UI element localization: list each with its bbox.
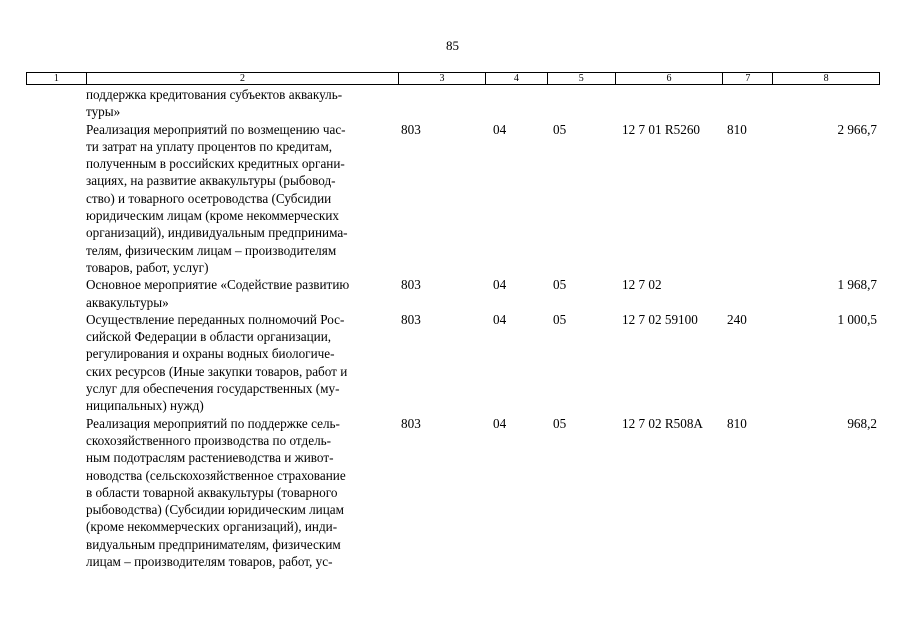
description-line: туры» <box>86 104 121 120</box>
description-line: скохозяйственного производства по отдель- <box>86 432 332 448</box>
description-line: ских ресурсов (Иные закупки товаров, работ и <box>86 363 348 379</box>
cell-description <box>86 415 399 571</box>
cell-col1 <box>26 86 86 121</box>
description-line: организаций), индивидуальным предпринима- <box>86 225 348 241</box>
cell-subsection-code: 05 <box>553 415 567 431</box>
table-row <box>26 311 880 415</box>
description-line: товаров, работ, услуг) <box>86 259 209 275</box>
description-line: юридическим лицам (кроме некоммерческих <box>86 208 339 224</box>
description-line: Осуществление переданных полномочий Рос- <box>86 311 345 327</box>
column-header-6: 6 <box>616 73 724 84</box>
cell-ministry-code <box>399 86 486 121</box>
table-row <box>26 415 880 571</box>
description-line: лицам – производителям товаров, работ, ус- <box>86 554 333 570</box>
cell-section-code: 04 <box>493 121 507 137</box>
table-row <box>26 121 880 277</box>
cell-amount: 1 000,5 <box>837 311 877 327</box>
cell-ministry-code: 803 <box>401 121 421 137</box>
cell-ministry-code: 803 <box>401 311 421 327</box>
description-line: видуальным предпринимателям, физическим <box>86 536 341 552</box>
table-body <box>26 86 880 570</box>
cell-col1 <box>26 121 86 277</box>
cell-subsection-code: 05 <box>553 277 567 293</box>
table-row <box>26 276 880 311</box>
cell-target-article <box>616 86 724 121</box>
cell-target-article: 12 7 02 R508A <box>622 415 703 431</box>
cell-section-code <box>486 86 548 121</box>
cell-amount: 968,2 <box>847 415 877 431</box>
cell-description <box>86 276 399 311</box>
description-line: сийской Федерации в области организации, <box>86 329 332 345</box>
cell-subsection-code <box>548 86 616 121</box>
cell-expense-type <box>724 276 774 311</box>
cell-section-code: 04 <box>493 311 507 327</box>
cell-subsection-code: 05 <box>553 311 567 327</box>
column-header-4: 4 <box>486 73 548 84</box>
cell-expense-type <box>724 86 774 121</box>
description-line: ти затрат на уплату процентов по кредитам, <box>86 138 333 154</box>
description-line: в области товарной аквакультуры (товарного <box>86 484 338 500</box>
column-header-7: 7 <box>723 73 773 84</box>
cell-expense-type: 810 <box>727 415 747 431</box>
description-line: новодства (сельскохозяйственное страхование <box>86 467 346 483</box>
cell-amount: 2 966,7 <box>837 121 877 137</box>
description-line: (кроме некоммерческих организаций), инди- <box>86 519 338 535</box>
description-line: регулирования и охраны водных биологиче- <box>86 346 335 362</box>
description-line: полученным в российских кредитных органи- <box>86 156 345 172</box>
cell-ministry-code: 803 <box>401 415 421 431</box>
cell-subsection-code: 05 <box>553 121 567 137</box>
description-line: Основное мероприятие «Содействие развитию <box>86 277 350 293</box>
cell-target-article: 12 7 01 R5260 <box>622 121 701 137</box>
description-line: ство) и товарного осетроводства (Субсидии <box>86 190 332 206</box>
description-line: ным подотраслям растениеводства и живот- <box>86 450 334 466</box>
cell-target-article: 12 7 02 <box>622 277 662 293</box>
cell-col1 <box>26 415 86 571</box>
column-header-1: 1 <box>27 73 87 84</box>
cell-col1 <box>26 311 86 415</box>
cell-description <box>86 86 399 121</box>
page-number: 85 <box>446 38 459 53</box>
cell-description <box>86 311 399 415</box>
description-line: ниципальных) нужд) <box>86 398 204 414</box>
cell-amount <box>774 86 880 121</box>
column-header-5: 5 <box>548 73 616 84</box>
cell-expense-type: 810 <box>727 121 747 137</box>
column-header-2: 2 <box>87 73 399 84</box>
cell-section-code: 04 <box>493 277 507 293</box>
table-header <box>26 72 880 85</box>
description-line: поддержка кредитования субъектов аквакуль- <box>86 87 343 102</box>
cell-expense-type: 240 <box>727 311 747 327</box>
description-line: услуг для обеспечения государственных (му- <box>86 381 340 397</box>
description-line: аквакультуры» <box>86 294 169 310</box>
cell-ministry-code: 803 <box>401 277 421 293</box>
cell-section-code: 04 <box>493 415 507 431</box>
table-row <box>26 86 880 121</box>
column-header-3: 3 <box>399 73 486 84</box>
cell-amount: 1 968,7 <box>837 277 877 293</box>
description-line: Реализация мероприятий по возмещению час- <box>86 121 346 137</box>
cell-description <box>86 121 399 277</box>
cell-target-article: 12 7 02 59100 <box>622 311 698 327</box>
column-header-8: 8 <box>823 73 829 84</box>
cell-col1 <box>26 276 86 311</box>
description-line: телям, физическим лицам – производителям <box>86 242 337 258</box>
description-line: Реализация мероприятий по поддержке сель- <box>86 415 340 431</box>
description-line: зациях, на развитие аквакультуры (рыбовод- <box>86 173 336 189</box>
description-line: рыбоводства) (Субсидии юридическим лицам <box>86 502 344 518</box>
